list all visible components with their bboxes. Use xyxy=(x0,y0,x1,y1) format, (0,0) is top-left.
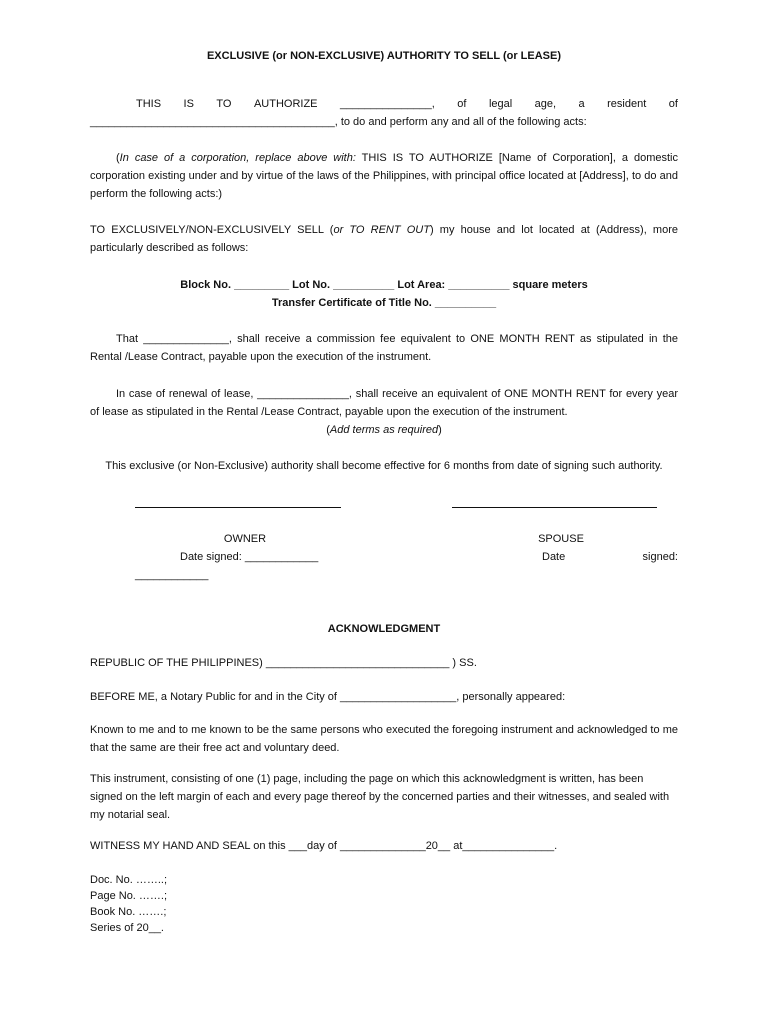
residence-blank: ________________________________________ xyxy=(90,116,335,128)
property-line-2: Transfer Certificate of Title No. __________ xyxy=(271,297,497,309)
word: resident xyxy=(607,98,647,110)
word: TO xyxy=(216,98,232,110)
property-line-1: Block No. _________ Lot No. __________ Lot Area: __________ square meters xyxy=(180,279,588,291)
agent-name-blank: ______________, xyxy=(143,333,232,345)
word: of xyxy=(668,98,678,110)
spouse-label: SPOUSE xyxy=(538,533,584,545)
spouse-date-label: Date xyxy=(542,551,566,563)
renewal-paragraph: In case of renewal of lease, _______________, shall receive an equivalent of ONE MONTH RENT for every year of lease as stipulated in the Rental /Lease Contract, payable upon the execution of the instrument. xyxy=(90,388,678,418)
word: of xyxy=(457,98,467,110)
spouse-date-blank: ____________ xyxy=(135,569,209,581)
word: AUTHORIZE xyxy=(253,98,318,110)
authorize-line-1 xyxy=(90,95,678,113)
word: a xyxy=(578,98,585,110)
effective-paragraph: This exclusive (or Non-Exclusive) authority shall become effective for 6 months from date of signing such authority. xyxy=(105,460,663,472)
corporation-instruction: In case of a corporation, replace above with: xyxy=(119,152,356,164)
witness-line: WITNESS MY HAND AND SEAL on this ___day of ______________20__ at_______________. xyxy=(90,840,558,852)
owner-signature-line xyxy=(135,507,341,508)
corporation-paragraph: (In case of a corporation, replace above with: THIS IS TO AUTHORIZE [Name of Corporation], a domestic corporation existing under and by virtue of the laws of the Philippines, with principal office located at [Address], to do and perform the following acts:) xyxy=(90,152,678,200)
instrument-paragraph: This instrument, consisting of one (1) page, including the page on which this acknowledgment is written, has been signed on the left margin of each and every page thereof by the concerned parties and their witnesses, and sealed with my notarial seal. xyxy=(90,773,670,821)
series-no: Series of 20__. xyxy=(90,922,164,934)
word: age, xyxy=(534,98,557,110)
spouse-signed-label: signed: xyxy=(642,551,678,563)
document-title: EXCLUSIVE (or NON-EXCLUSIVE) AUTHORITY TO SELL (or LEASE) xyxy=(206,50,562,62)
authorize-continuation: , to do and perform any and all of the following acts: xyxy=(334,116,587,128)
corporation-text: THIS IS TO AUTHORIZE [Name of Corporation], a domestic corporation existing under and by virtue of the laws of the Philippines, with principal office located at [Address], to do and perform the following acts:) xyxy=(90,152,678,200)
owner-date-signed: Date signed: ____________ xyxy=(180,551,319,563)
authorize-paragraph xyxy=(90,95,678,131)
word: IS xyxy=(183,98,194,110)
sell-paragraph: TO EXCLUSIVELY/NON-EXCLUSIVELY SELL (or TO RENT OUT) my house and lot located at (Address), more particularly described as follows: xyxy=(90,224,678,254)
owner-label: OWNER xyxy=(223,533,267,545)
book-no: Book No. …….; xyxy=(90,906,167,918)
word: THIS xyxy=(136,98,162,110)
authorize-line-2 xyxy=(90,113,678,131)
commission-paragraph: That ______________, shall receive a commission fee equivalent to ONE MONTH RENT as stipulated in the Rental /Lease Contract, payable upon the execution of the instrument. xyxy=(90,333,678,363)
known-paragraph: Known to me and to me known to be the same persons who executed the foregoing instrument and acknowledged to me that the same are their free act and voluntary deed. xyxy=(90,724,678,754)
republic-line: REPUBLIC OF THE PHILIPPINES) ______________________________ ) SS. xyxy=(90,657,477,669)
page-no: Page No. …….; xyxy=(90,890,168,902)
spouse-signature-line xyxy=(452,507,657,508)
word: legal xyxy=(488,98,513,110)
acknowledgment-title: ACKNOWLEDGMENT xyxy=(327,623,441,635)
add-terms-note: (Add terms as required) xyxy=(326,424,442,436)
doc-no: Doc. No. ……..; xyxy=(90,874,168,886)
before-me-line: BEFORE ME, a Notary Public for and in the City of ___________________, personally appeared: xyxy=(90,691,566,703)
authorized-name-blank: _______________, xyxy=(339,98,435,110)
